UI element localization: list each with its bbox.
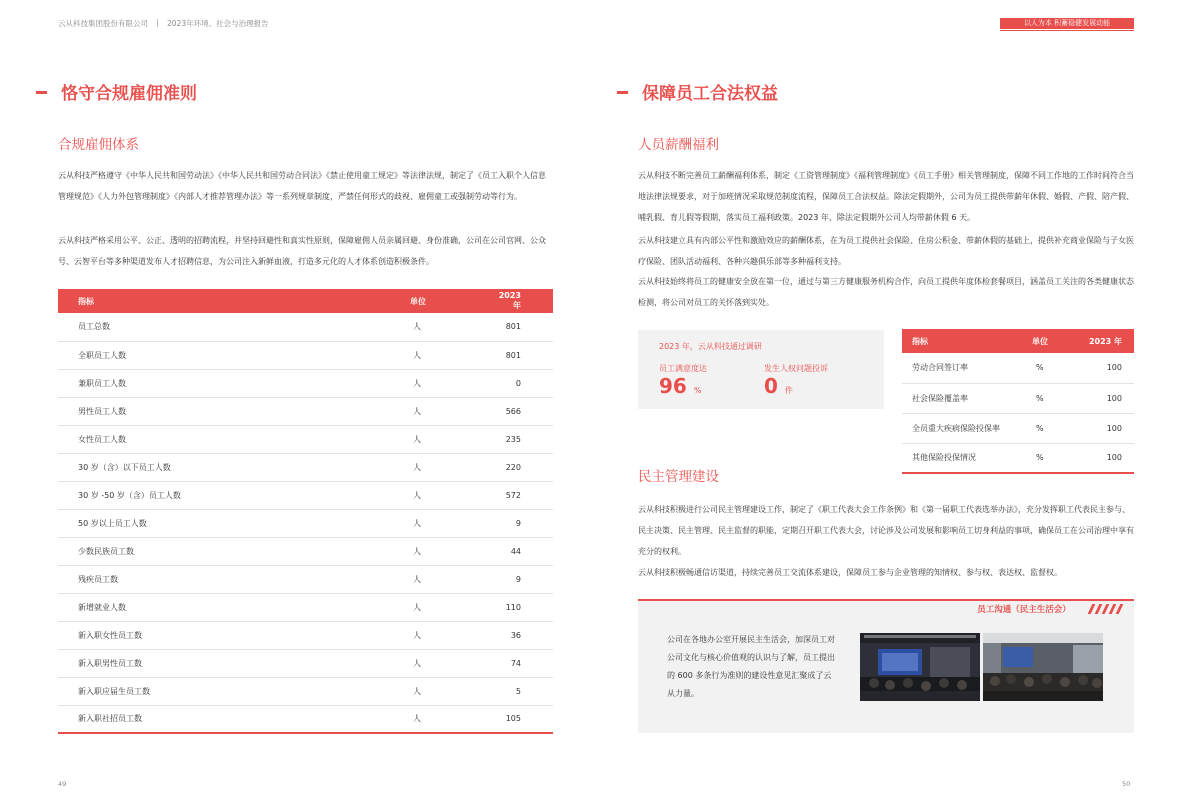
- row-unit: %: [1032, 353, 1082, 383]
- row-value: 100: [1082, 353, 1134, 383]
- row-indicator: 女性员工人数: [58, 425, 298, 453]
- col-header-unit: 单位: [298, 289, 488, 313]
- row-unit: 人: [298, 509, 488, 537]
- row-unit: 人: [298, 369, 488, 397]
- satisfaction-unit: %: [693, 386, 702, 395]
- left-subsection-title: 合规雇佣体系: [58, 137, 139, 153]
- complaint-value: 0 件: [764, 374, 793, 398]
- satisfaction-value: 96 %: [659, 374, 702, 398]
- row-value: 44: [488, 537, 553, 565]
- row-value: 100: [1082, 443, 1134, 473]
- col-header-indicator: 指标: [58, 289, 298, 313]
- communication-box-rule: [638, 599, 1134, 601]
- row-unit: %: [1032, 413, 1082, 443]
- complaint-label: 发生人权问题投诉: [764, 364, 828, 373]
- row-indicator: 30 岁（含）以下员工人数: [58, 453, 298, 481]
- row-unit: 人: [298, 593, 488, 621]
- col-header-year: 2023 年: [1082, 329, 1134, 353]
- row-unit: %: [1032, 443, 1082, 473]
- row-value: 9: [488, 565, 553, 593]
- row-unit: 人: [298, 397, 488, 425]
- table-row: [902, 353, 1134, 383]
- meeting-photo-1: [860, 633, 980, 701]
- row-unit: 人: [298, 649, 488, 677]
- row-unit: 人: [298, 453, 488, 481]
- row-value: 100: [1082, 383, 1134, 413]
- row-unit: %: [1032, 383, 1082, 413]
- row-indicator: 男性员工人数: [58, 397, 298, 425]
- sub-title-democracy: 民主管理建设: [638, 469, 719, 485]
- table-row: [58, 397, 553, 425]
- row-unit: 人: [298, 537, 488, 565]
- title-dash: [617, 91, 628, 94]
- employee-stats-table: [58, 289, 553, 734]
- row-unit: 人: [298, 621, 488, 649]
- row-indicator: 新入职女性员工数: [58, 621, 298, 649]
- table-row: [58, 509, 553, 537]
- sub-title-compensation: 人员薪酬福利: [638, 137, 719, 153]
- row-value: 235: [488, 425, 553, 453]
- table-row: [58, 649, 553, 677]
- right-paragraph-5: 云从科技积极畅通信访渠道，持续完善员工交流体系建设，保障员工参与企业管理的知情权、参与权、表达权、监督权。: [638, 568, 1062, 577]
- table-row: [58, 425, 553, 453]
- row-value: 36: [488, 621, 553, 649]
- table-row: [58, 593, 553, 621]
- row-indicator: 劳动合同签订率: [902, 353, 1032, 383]
- row-indicator: 新入职应届生员工数: [58, 677, 298, 705]
- table-row: [902, 443, 1134, 473]
- insurance-table: [902, 329, 1134, 474]
- right-section-title: [617, 79, 778, 104]
- insurance-table-body: [902, 353, 1134, 473]
- table-header-row: [902, 329, 1134, 353]
- running-header: [58, 18, 269, 29]
- row-indicator: 全员重大疾病保险投保率: [902, 413, 1032, 443]
- row-indicator: 新入职社招员工数: [58, 705, 298, 733]
- table-row: [58, 481, 553, 509]
- row-value: 572: [488, 481, 553, 509]
- survey-heading: 2023 年，云从科技通过调研: [659, 342, 762, 351]
- row-indicator: 员工总数: [58, 313, 298, 341]
- table-row: [58, 677, 553, 705]
- row-value: 5: [488, 677, 553, 705]
- row-indicator: 兼职员工人数: [58, 369, 298, 397]
- row-unit: 人: [298, 677, 488, 705]
- survey-highlight-box: [638, 330, 884, 409]
- right-paragraph-2: 云从科技建立具有内部公平性和激励效应的薪酬体系，在为员工提供社会保险、住房公积金、带薪休假的基础上，提供补充商业保险与子女医疗保险、团队活动福利、各种兴趣俱乐部等多种福利支持。: [638, 236, 1134, 266]
- communication-label: 员工沟通（民主生活会）: [977, 605, 1071, 615]
- left-section-title-text: 恪守合规雇佣准则: [61, 84, 197, 104]
- row-indicator: 全职员工人数: [58, 341, 298, 369]
- table-header-row: [58, 289, 553, 313]
- table-row: [58, 369, 553, 397]
- row-value: 801: [488, 313, 553, 341]
- table-row: [58, 313, 553, 341]
- satisfaction-label: 员工满意度达: [659, 364, 707, 373]
- report-name: 2023年环境、社会与治理报告: [167, 19, 269, 28]
- employee-stats-body: [58, 313, 553, 733]
- chapter-tag: 以人为本 积蓄稳健发展动能: [1000, 18, 1134, 29]
- row-indicator: 30 岁 -50 岁（含）员工人数: [58, 481, 298, 509]
- row-unit: 人: [298, 341, 488, 369]
- table-row: [58, 621, 553, 649]
- table-row: [58, 537, 553, 565]
- complaint-unit: 件: [784, 386, 793, 395]
- row-value: 110: [488, 593, 553, 621]
- row-unit: 人: [298, 481, 488, 509]
- row-indicator: 其他保险投保情况: [902, 443, 1032, 473]
- col-header-year: 2023 年: [488, 289, 553, 313]
- row-indicator: 社会保险覆盖率: [902, 383, 1032, 413]
- table-row: [902, 383, 1134, 413]
- row-value: 220: [488, 453, 553, 481]
- right-paragraph-3: 云从科技始终将员工的健康安全放在第一位，通过与第三方健康服务机构合作，向员工提供年度体检套餐项目，涵盖员工关注的各类健康状态检测，将公司对员工的关怀落到实处。: [638, 277, 1134, 307]
- row-value: 74: [488, 649, 553, 677]
- company-name: 云从科技集团股份有限公司: [58, 19, 148, 28]
- row-indicator: 新入职男性员工数: [58, 649, 298, 677]
- left-paragraph-2: 云从科技严格采用公平、公正、透明的招聘流程，并坚持回避性和真实性原则，保障雇佣人员亲属回避、身份准确，公司在公司官网、公众号、云智平台等多种渠道发布人才招聘信息，为公司注入新鲜血液，打造多元化的人才体系创造积极条件。: [58, 236, 546, 266]
- table-row: [58, 705, 553, 733]
- table-row: [902, 413, 1134, 443]
- row-unit: 人: [298, 705, 488, 733]
- table-row: [58, 565, 553, 593]
- row-unit: 人: [298, 313, 488, 341]
- col-header-unit: 单位: [1032, 329, 1082, 353]
- col-header-indicator: 指标: [902, 329, 1032, 353]
- header-divider: [157, 19, 158, 27]
- table-row: [58, 341, 553, 369]
- meeting-photo-2-image: [983, 633, 1103, 701]
- row-indicator: 残疾员工数: [58, 565, 298, 593]
- page-number-right: 50: [1122, 780, 1131, 788]
- table-row: [58, 453, 553, 481]
- chapter-tag-rule: [1000, 30, 1134, 31]
- left-paragraph-1: 云从科技严格遵守《中华人民共和国劳动法》《中华人民共和国劳动合同法》《禁止使用童工规定》等法律法规，制定了《员工入职个人信息管理规范》《人力外包管理制度》《内部人才推荐管理办法》等一系列规章制度，严禁任何形式的歧视、雇佣童工或强制劳动等行为。: [58, 171, 546, 201]
- meeting-photo-1-image: [860, 633, 980, 701]
- row-value: 9: [488, 509, 553, 537]
- row-unit: 人: [298, 425, 488, 453]
- row-value: 100: [1082, 413, 1134, 443]
- title-dash: [36, 91, 47, 94]
- row-value: 0: [488, 369, 553, 397]
- right-paragraph-4: 云从科技积极进行公司民主管理建设工作，制定了《职工代表大会工作条例》和《第一届职工代表选举办法》，充分发挥职工代表民主参与、民主决策、民主管理、民主监督的职能，定期召开职工代表大会，讨论涉及公司发展和影响员工切身利益的事项，确保员工在公司治理中享有充分的权利。: [638, 505, 1134, 556]
- meeting-photo-2: [983, 633, 1103, 701]
- right-section-title-text: 保障员工合法权益: [642, 84, 778, 104]
- row-value: 566: [488, 397, 553, 425]
- row-value: 105: [488, 705, 553, 733]
- page-number-left: 49: [58, 780, 67, 788]
- communication-text: 公司在各地办公室开展民主生活会，加深员工对公司文化与核心价值观的认识与了解，员工提出的 600 多条行为准则的建设性意见汇聚成了云从力量。: [667, 635, 835, 698]
- right-paragraph-1: 云从科技不断完善员工薪酬福利体系，制定《工资管理制度》《福利管理制度》《员工手册》相关管理制度，保障不同工作地的工作时间符合当地法律法规要求，对于加班情况采取规范制度流程，保障员工合法权益。除法定假期外，公司为员工提供带薪年休假、婚假、产假、陪产假、哺乳假、育儿假等假期，落实员工福利政策。2023 年，除法定假期外公司人均带薪休假 6 天。: [638, 171, 1134, 222]
- row-indicator: 50 岁以上员工人数: [58, 509, 298, 537]
- left-section-title: [36, 79, 197, 104]
- row-unit: 人: [298, 565, 488, 593]
- row-indicator: 少数民族员工数: [58, 537, 298, 565]
- row-indicator: 新增就业人数: [58, 593, 298, 621]
- row-value: 801: [488, 341, 553, 369]
